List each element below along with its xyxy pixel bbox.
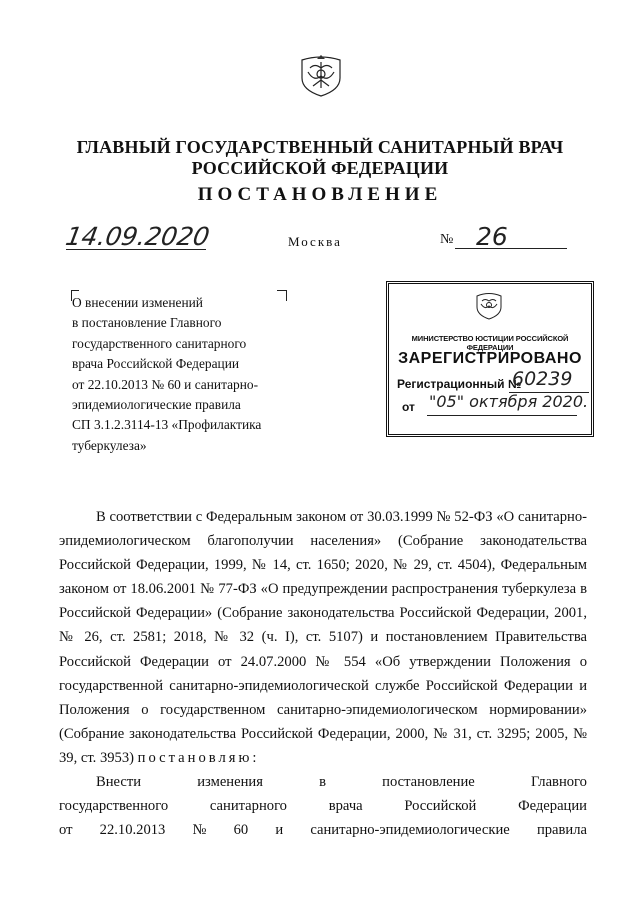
word: Федерации: [518, 798, 587, 815]
document-number: 26: [476, 222, 508, 251]
subject-line: врача Российской Федерации: [72, 356, 240, 372]
word: постановление: [382, 774, 475, 791]
subject-line: СП 3.1.2.3114-13 «Профилактика: [72, 417, 262, 433]
stamp-date-underline: [427, 415, 577, 416]
word: в: [319, 774, 326, 791]
stamp-reg-date: "05" октября 2020.: [429, 392, 589, 411]
stamp-from-label: от: [402, 400, 415, 414]
word: Внести: [96, 774, 142, 791]
word: 22.10.2013: [99, 822, 166, 839]
document-body: [59, 505, 587, 842]
number-underline: [455, 248, 567, 249]
word: санитарного: [209, 798, 287, 815]
body-paragraph-text: В соответствии с Федеральным законом от 30.03.1999 № 52-ФЗ «О санитарно-эпидемиологическом благополучии населения» (Собрание законодательства Российской Федерации, 1999, № 14, ст. 1650; 2020, № 29, ст. 4504), Федеральным законом от 18.06.2001 № 77-ФЗ «О предупреждении распространения туберкулеза в Российской Федерации» (Собрание законодательства Российской Федерации, 2001, № 26, ст. 2581; 2018, № 32 (ч. I), ст. 5107) и постановлением Правительства Российской Федерации от 24.07.2000 № 554 «Об утверждении Положения о государственной санитарно-эпидемиологической службе Российской Федерации и Положения о государственном санитарно-эпидемиологическом нормировании» (Собрание законодательства Российской Федерации, 2000, № 31, ст. 3295; 2005, № 39, ст. 3953): [59, 509, 587, 766]
subject-line: государственного санитарного: [72, 335, 247, 351]
subject-line: в постановление Главного: [72, 315, 222, 331]
word: врача: [328, 798, 363, 815]
stamp-reg-number: 60239: [512, 368, 573, 390]
word: правила: [536, 822, 587, 839]
word: от: [59, 822, 73, 839]
subject-line: от 22.10.2013 № 60 и санитарно-: [72, 376, 259, 392]
body-line: [59, 818, 587, 842]
word: 60: [233, 822, 249, 839]
word: и: [275, 822, 284, 839]
subject-line: О внесении изменений: [72, 295, 203, 310]
authority-title-line1: ГЛАВНЫЙ ГОСУДАРСТВЕННЫЙ САНИТАРНЫЙ ВРАЧ: [76, 137, 564, 157]
subject-line: туберкулеза»: [72, 437, 147, 453]
subject-block: [72, 293, 292, 456]
word: Российской: [404, 798, 477, 815]
word: Главного: [530, 774, 587, 791]
document-type: ПОСТАНОВЛЕНИЕ: [197, 184, 443, 205]
word: изменения: [197, 774, 263, 791]
word: санитарно-эпидемиологические: [310, 822, 510, 839]
number-label: №: [440, 232, 454, 247]
stamp-ministry: МИНИСТЕРСТВО ЮСТИЦИИ РОССИЙСКОЙ ФЕДЕРАЦИИ: [411, 334, 569, 352]
date-underline: [66, 249, 206, 250]
stamp-registered: ЗАРЕГИСТРИРОВАНО: [398, 350, 582, 367]
stamp-emblem-icon: [473, 290, 505, 320]
authority-title-line2: РОССИЙСКОЙ ФЕДЕРАЦИИ: [191, 158, 449, 178]
city: Москва: [288, 234, 342, 249]
body-line: [59, 794, 587, 818]
registration-stamp: [386, 281, 594, 437]
body-paragraph: [59, 505, 587, 770]
resolve-word: постановляю:: [137, 749, 260, 766]
coat-of-arms-emblem: [296, 52, 346, 98]
word: государственного: [59, 798, 169, 815]
body-line: [59, 770, 587, 794]
subject-line: эпидемиологические правила: [72, 397, 241, 413]
word: №: [192, 822, 207, 839]
stamp-reg-label: Регистрационный №: [397, 377, 522, 391]
document-date: 14.09.2020: [63, 222, 212, 251]
